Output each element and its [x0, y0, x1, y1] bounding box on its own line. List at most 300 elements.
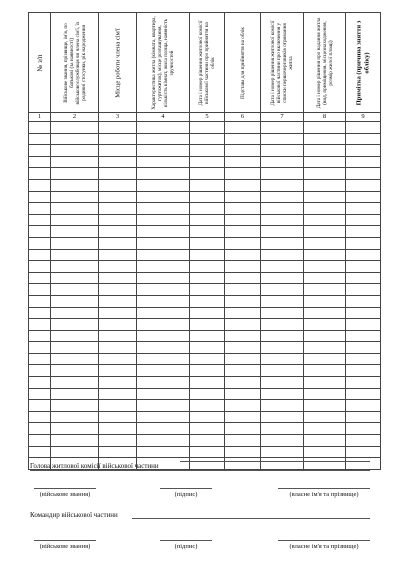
signature-caption: (підпис) [174, 543, 198, 550]
table-cell [225, 319, 261, 331]
table-row [29, 168, 381, 180]
table-cell [29, 179, 51, 191]
table-cell [137, 388, 190, 400]
table-cell [346, 203, 381, 215]
table-cell [99, 214, 137, 226]
table-cell [99, 249, 137, 261]
table-cell [137, 330, 190, 342]
table-cell [29, 122, 51, 134]
column-header-8: Дата і номер рішення про надання житла (вид, приміщення, місцезнаходження, розмір жилої площі) [304, 13, 346, 113]
header-row [29, 13, 381, 113]
table-cell [261, 388, 304, 400]
table-cell [346, 446, 381, 458]
table-cell [346, 295, 381, 307]
table-cell [304, 295, 346, 307]
table-cell [99, 261, 137, 273]
name-line [278, 540, 370, 541]
table-cell [51, 435, 99, 447]
table-cell [261, 377, 304, 389]
table-cell [99, 295, 137, 307]
table-cell [99, 179, 137, 191]
table-cell [190, 319, 225, 331]
table-cell [304, 377, 346, 389]
table-cell [137, 214, 190, 226]
table-row [29, 284, 381, 296]
table-cell [190, 156, 225, 168]
table-cell [137, 191, 190, 203]
table-cell [304, 237, 346, 249]
column-number: 4 [137, 113, 190, 122]
table-cell [29, 353, 51, 365]
table-cell [190, 203, 225, 215]
table-cell [304, 446, 346, 458]
table-cell [99, 307, 137, 319]
table-cell [261, 284, 304, 296]
table-cell [225, 191, 261, 203]
commander-label: Командир військової частини [30, 511, 118, 519]
table-cell [99, 284, 137, 296]
table-row [29, 411, 381, 423]
table-cell [346, 377, 381, 389]
table-cell [225, 237, 261, 249]
table-cell [190, 353, 225, 365]
table-cell [190, 295, 225, 307]
table-cell [99, 435, 137, 447]
column-number: 1 [29, 113, 51, 122]
table-cell [137, 446, 190, 458]
table-cell [261, 122, 304, 134]
table-cell [225, 411, 261, 423]
table-cell [225, 458, 261, 470]
table-cell [51, 203, 99, 215]
table-cell [137, 435, 190, 447]
table-cell [346, 307, 381, 319]
column-number-row [29, 113, 381, 122]
table-cell [190, 435, 225, 447]
column-header-9: Примітка (причина зняття з обліку) [346, 13, 381, 113]
table-cell [304, 179, 346, 191]
commander-underline [132, 518, 370, 519]
rank-line [34, 540, 96, 541]
table-cell [304, 330, 346, 342]
table-cell [261, 458, 304, 470]
table-cell [51, 319, 99, 331]
table-cell [51, 179, 99, 191]
table-row [29, 388, 381, 400]
table-cell [137, 179, 190, 191]
table-cell [225, 156, 261, 168]
table-cell [29, 191, 51, 203]
table-cell [346, 122, 381, 134]
column-header-2: Військове звання, прізвище, ім'я, по батькові (за наявності) військовослужбовця чи члена сім'ї, їх родинні стосунки, рік народження [51, 13, 99, 113]
table-cell [29, 365, 51, 377]
table-cell [225, 330, 261, 342]
column-number: 2 [51, 113, 99, 122]
column-number: 9 [346, 113, 381, 122]
table-cell [137, 203, 190, 215]
table-row [29, 319, 381, 331]
table-cell [225, 400, 261, 412]
table-cell [190, 122, 225, 134]
table-cell [137, 353, 190, 365]
table-cell [346, 435, 381, 447]
table-cell [99, 319, 137, 331]
table-cell [190, 411, 225, 423]
table-cell [29, 226, 51, 238]
table-row [29, 261, 381, 273]
table-row [29, 249, 381, 261]
table-cell [137, 237, 190, 249]
table-cell [304, 214, 346, 226]
table-cell [137, 249, 190, 261]
table-cell [99, 342, 137, 354]
table-cell [190, 458, 225, 470]
signature-line [160, 540, 212, 541]
table-cell [346, 168, 381, 180]
table-cell [304, 319, 346, 331]
table-cell [51, 261, 99, 273]
table-cell [346, 249, 381, 261]
table-row [29, 226, 381, 238]
table-cell [225, 168, 261, 180]
table-cell [304, 226, 346, 238]
table-cell [99, 203, 137, 215]
table-cell [29, 203, 51, 215]
table-cell [346, 191, 381, 203]
table-cell [190, 145, 225, 157]
table-cell [137, 411, 190, 423]
table-cell [137, 133, 190, 145]
column-number: 3 [99, 113, 137, 122]
table-cell [346, 226, 381, 238]
table-cell [29, 423, 51, 435]
table-cell [261, 353, 304, 365]
table-cell [99, 411, 137, 423]
table-cell [261, 423, 304, 435]
table-cell [346, 179, 381, 191]
table-cell [99, 237, 137, 249]
table-cell [137, 365, 190, 377]
table-cell [51, 400, 99, 412]
table-cell [304, 388, 346, 400]
table-cell [346, 353, 381, 365]
table-cell [190, 342, 225, 354]
table-cell [99, 122, 137, 134]
name-line [278, 488, 370, 489]
table-cell [51, 272, 99, 284]
column-header-1: № з/п [29, 13, 51, 113]
table-cell [137, 295, 190, 307]
table-cell [190, 365, 225, 377]
signature-line [160, 488, 212, 489]
table-row [29, 307, 381, 319]
table-cell [51, 353, 99, 365]
table-cell [346, 133, 381, 145]
table-cell [29, 330, 51, 342]
column-number: 8 [304, 113, 346, 122]
table-cell [190, 191, 225, 203]
table-cell [261, 400, 304, 412]
table-cell [29, 272, 51, 284]
table-cell [51, 295, 99, 307]
table-cell [261, 261, 304, 273]
table-cell [225, 179, 261, 191]
table-cell [190, 284, 225, 296]
table-cell [304, 133, 346, 145]
table-cell [225, 388, 261, 400]
table-cell [261, 446, 304, 458]
table-cell [304, 203, 346, 215]
table-cell [99, 388, 137, 400]
table-cell [304, 342, 346, 354]
table-cell [137, 307, 190, 319]
table-cell [346, 237, 381, 249]
column-header-4: Характеристика житла (кімната, квартира, гуртожиток), місце розташування, кількість кімнат, жила площа, наявність зручностей [137, 13, 190, 113]
table-cell [261, 237, 304, 249]
table-cell [261, 203, 304, 215]
table-cell [29, 295, 51, 307]
table-cell [304, 122, 346, 134]
table-cell [51, 122, 99, 134]
table-cell [137, 400, 190, 412]
column-number: 5 [190, 113, 225, 122]
table-cell [99, 191, 137, 203]
table-cell [29, 388, 51, 400]
table-row [29, 400, 381, 412]
table-cell [190, 272, 225, 284]
table-cell [137, 377, 190, 389]
table-cell [304, 145, 346, 157]
table-cell [225, 249, 261, 261]
column-header-5: Дата і номер рішення житлової комісії військової частини про прийняття на облік [190, 13, 225, 113]
table-cell [225, 435, 261, 447]
table-cell [51, 377, 99, 389]
table-cell [99, 446, 137, 458]
table-cell [225, 261, 261, 273]
table-cell [51, 168, 99, 180]
table-row [29, 272, 381, 284]
table-cell [137, 272, 190, 284]
table-cell [99, 156, 137, 168]
table-cell [225, 423, 261, 435]
table-cell [346, 423, 381, 435]
table-cell [190, 400, 225, 412]
table-cell [51, 249, 99, 261]
table-cell [346, 284, 381, 296]
name-caption: (власне ім'я та прізвище) [289, 543, 359, 550]
column-header-3: Місце роботи члена сім'ї [99, 13, 137, 113]
table-cell [29, 446, 51, 458]
table-row [29, 330, 381, 342]
table-cell [137, 226, 190, 238]
table-cell [261, 435, 304, 447]
table-cell [29, 342, 51, 354]
table-cell [346, 365, 381, 377]
table-cell [261, 156, 304, 168]
table-row [29, 122, 381, 134]
table-cell [346, 458, 381, 470]
column-number: 7 [261, 113, 304, 122]
table-cell [304, 353, 346, 365]
table-row [29, 133, 381, 145]
table-cell [346, 261, 381, 273]
table-cell [190, 226, 225, 238]
table-cell [304, 458, 346, 470]
table-cell [190, 168, 225, 180]
table-cell [261, 226, 304, 238]
table-cell [99, 377, 137, 389]
table-cell [261, 365, 304, 377]
table-cell [51, 284, 99, 296]
table-cell [225, 226, 261, 238]
table-cell [99, 133, 137, 145]
table-cell [190, 388, 225, 400]
table-cell [190, 237, 225, 249]
table-cell [29, 400, 51, 412]
table-cell [190, 446, 225, 458]
table-cell [261, 214, 304, 226]
table-cell [29, 133, 51, 145]
table-cell [137, 342, 190, 354]
table-cell [29, 261, 51, 273]
table-cell [51, 446, 99, 458]
head-underline [180, 461, 370, 462]
table-cell [261, 168, 304, 180]
table-cell [29, 237, 51, 249]
table-cell [190, 423, 225, 435]
table-cell [137, 145, 190, 157]
table-cell [51, 156, 99, 168]
table-cell [225, 307, 261, 319]
table-cell [51, 330, 99, 342]
table-cell [304, 261, 346, 273]
table-cell [225, 377, 261, 389]
table-cell [225, 145, 261, 157]
table-cell [29, 319, 51, 331]
table-cell [29, 377, 51, 389]
table-cell [29, 168, 51, 180]
table-cell [346, 272, 381, 284]
table-cell [29, 411, 51, 423]
rank-caption: (військове звання) [39, 543, 91, 550]
table-cell [51, 226, 99, 238]
table-cell [99, 365, 137, 377]
table-cell [51, 133, 99, 145]
table-cell [304, 411, 346, 423]
table-cell [51, 342, 99, 354]
table-row [29, 435, 381, 447]
table-row [29, 353, 381, 365]
table-cell [99, 423, 137, 435]
table-cell [29, 145, 51, 157]
table-cell [190, 377, 225, 389]
table-cell [51, 423, 99, 435]
table-cell [29, 156, 51, 168]
table-cell [261, 295, 304, 307]
table-cell [261, 411, 304, 423]
table-row [29, 377, 381, 389]
table-cell [225, 284, 261, 296]
table-cell [99, 330, 137, 342]
table-cell [29, 435, 51, 447]
table-cell [51, 237, 99, 249]
table-cell [346, 342, 381, 354]
table-cell [51, 191, 99, 203]
table-cell [261, 307, 304, 319]
rank-line [34, 488, 96, 489]
table-row [29, 423, 381, 435]
table-cell [137, 319, 190, 331]
table-cell [304, 400, 346, 412]
table-cell [99, 272, 137, 284]
table-cell [99, 226, 137, 238]
table-cell [190, 179, 225, 191]
table-cell [137, 122, 190, 134]
table-cell [99, 168, 137, 180]
table-cell [304, 156, 346, 168]
table-cell [304, 284, 346, 296]
table-cell [346, 156, 381, 168]
table-cell [51, 145, 99, 157]
head-second-line [30, 470, 370, 471]
table-cell [137, 168, 190, 180]
table-cell [225, 214, 261, 226]
column-header-7: Дата і номер рішення житлової комісії військової частини про включення у списки першочерговиків отримання житла [261, 13, 304, 113]
table-cell [190, 133, 225, 145]
table-cell [190, 214, 225, 226]
name-caption: (власне ім'я та прізвище) [289, 491, 359, 498]
table-cell [29, 284, 51, 296]
table-cell [346, 319, 381, 331]
table-cell [304, 365, 346, 377]
column-header-6: Підстава для прийняття на облік [225, 13, 261, 113]
table-cell [261, 145, 304, 157]
column-number: 6 [225, 113, 261, 122]
table-cell [137, 156, 190, 168]
table-cell [304, 423, 346, 435]
table-cell [51, 214, 99, 226]
table-cell [51, 365, 99, 377]
table-cell [261, 272, 304, 284]
table-cell [304, 249, 346, 261]
table-row [29, 145, 381, 157]
table-cell [304, 272, 346, 284]
table-cell [51, 388, 99, 400]
table-cell [190, 307, 225, 319]
table-cell [304, 307, 346, 319]
table-cell [346, 330, 381, 342]
table-cell [346, 214, 381, 226]
register-table [28, 12, 381, 470]
table-cell [225, 353, 261, 365]
table-cell [261, 179, 304, 191]
table-cell [304, 168, 346, 180]
table-cell [29, 249, 51, 261]
table-row [29, 342, 381, 354]
table-cell [99, 400, 137, 412]
table-row [29, 179, 381, 191]
rank-caption: (військове звання) [39, 491, 91, 498]
table-cell [346, 400, 381, 412]
table-cell [29, 307, 51, 319]
table-cell [225, 342, 261, 354]
table-cell [225, 365, 261, 377]
table-cell [346, 388, 381, 400]
table-cell [225, 446, 261, 458]
table-cell [190, 249, 225, 261]
table-cell [225, 272, 261, 284]
table-row [29, 365, 381, 377]
